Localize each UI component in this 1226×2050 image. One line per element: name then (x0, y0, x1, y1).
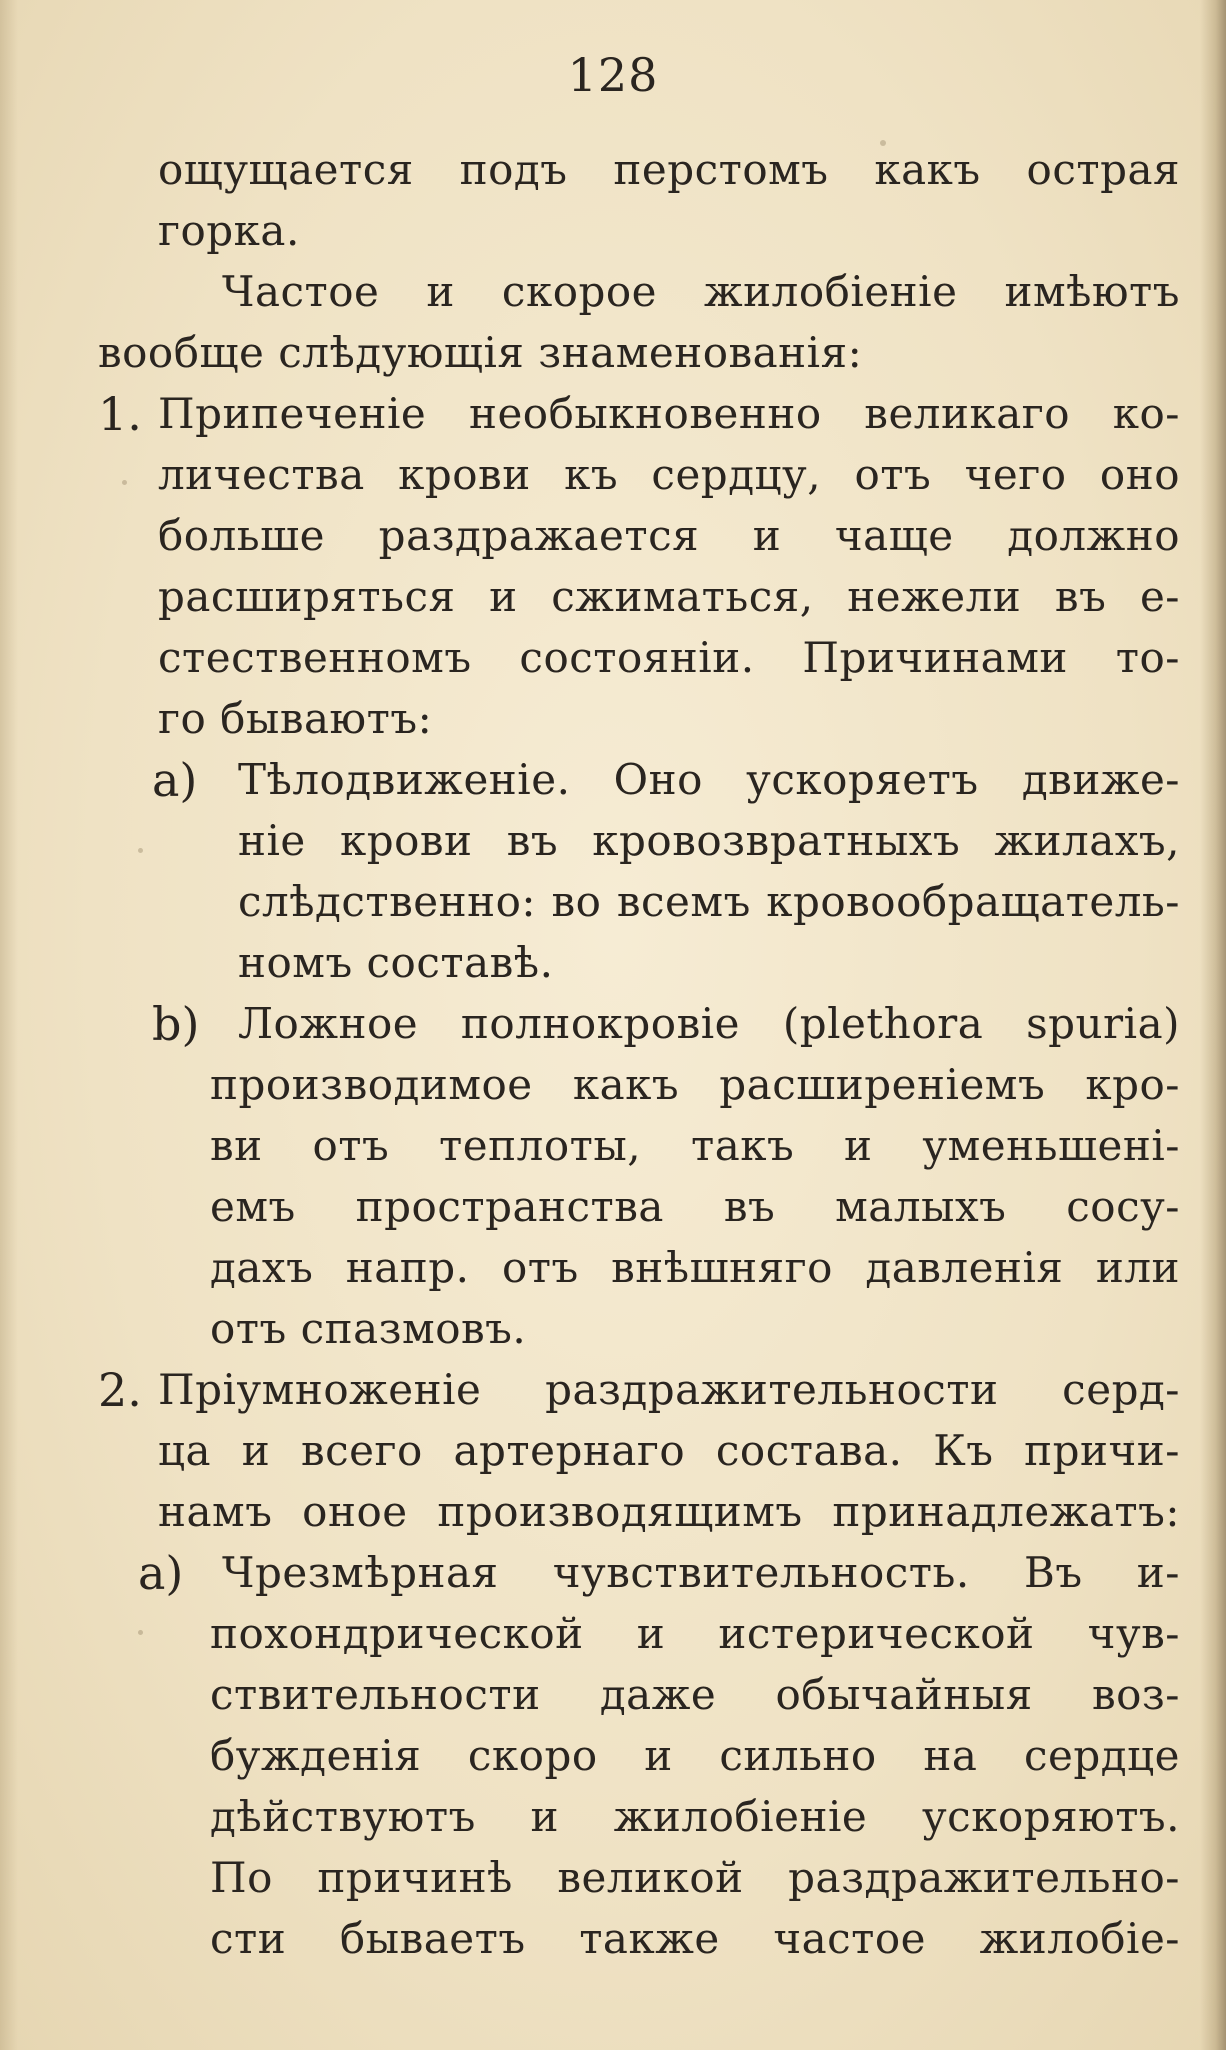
text-line-19: дахъ напр. отъ внѣшняго давленiя или (210, 1243, 1180, 1292)
text-line-6: личества крови къ сердцу, отъ чего оно (158, 450, 1180, 499)
list-marker-1: 1. (98, 387, 142, 441)
text-line-13: слѣдственно: во всемъ кровообращатель- (238, 877, 1180, 926)
text-line-8: расширяться и сжиматься, нежели въ е- (158, 572, 1180, 621)
text-line-18: емъ пространства въ малыхъ сосу- (210, 1182, 1180, 1231)
text-line-21: Прiумноженiе раздражительности серд- (158, 1365, 1180, 1414)
text-line-12: нiе крови въ кровозвратныхъ жилахъ, (238, 816, 1180, 865)
text-line-15: Ложное полнокровiе (plethora spuria) (238, 999, 1180, 1048)
text-line-7: больше раздражается и чаще должно (158, 511, 1180, 560)
list-marker-2: 2. (98, 1363, 142, 1417)
text-line-27: бужденiя скоро и сильно на сердце (210, 1731, 1180, 1780)
text-line-28: дѣйствуютъ и жилобiенiе ускоряютъ. (210, 1792, 1180, 1841)
text-line-14: номъ составѣ. (238, 938, 554, 987)
text-line-17: ви отъ теплоты, такъ и уменьшенi- (210, 1121, 1180, 1170)
print-speck (122, 480, 127, 485)
text-line-9: стественномъ состоянiи. Причинами то- (158, 633, 1180, 682)
text-line-20: отъ спазмовъ. (210, 1304, 527, 1353)
page-number: 128 (567, 48, 659, 102)
text-line-4: вообще слѣдующiя знаменованiя: (98, 328, 863, 377)
text-line-10: го бываютъ: (158, 694, 433, 743)
text-line-11: Тѣлодвиженiе. Оно ускоряетъ движе- (238, 755, 1180, 804)
text-line-29: По причинѣ великой раздражительно- (210, 1853, 1180, 1902)
sub-marker-a-1: a) (152, 753, 198, 807)
text-line-22: ца и всего артернаго состава. Къ причи- (158, 1426, 1180, 1475)
print-speck (880, 140, 886, 146)
print-speck (138, 848, 143, 853)
text-line-2: горка. (158, 206, 300, 255)
text-line-24: Чрезмѣрная чувствительность. Въ и- (222, 1548, 1180, 1597)
text-line-1: ощущается подъ перстомъ какъ острая (158, 145, 1180, 194)
print-speck (1130, 1440, 1134, 1444)
print-speck (138, 1630, 143, 1635)
sub-marker-a-2: a) (138, 1546, 184, 1600)
sub-marker-b: b) (152, 997, 200, 1051)
text-line-30: сти бываетъ также частое жилобiе- (210, 1914, 1180, 1963)
text-line-23: намъ оное производящимъ принадлежатъ: (158, 1487, 1180, 1536)
text-line-25: похондрической и истерической чув- (210, 1609, 1180, 1658)
text-line-26: ствительности даже обычайныя воз- (210, 1670, 1180, 1719)
text-line-5: Припеченiе необыкновенно великаго ко- (158, 389, 1180, 438)
text-line-3: Частое и скорое жилобiенiе имѣютъ (222, 267, 1180, 316)
text-line-16: производимое какъ расширенiемъ кро- (210, 1060, 1180, 1109)
